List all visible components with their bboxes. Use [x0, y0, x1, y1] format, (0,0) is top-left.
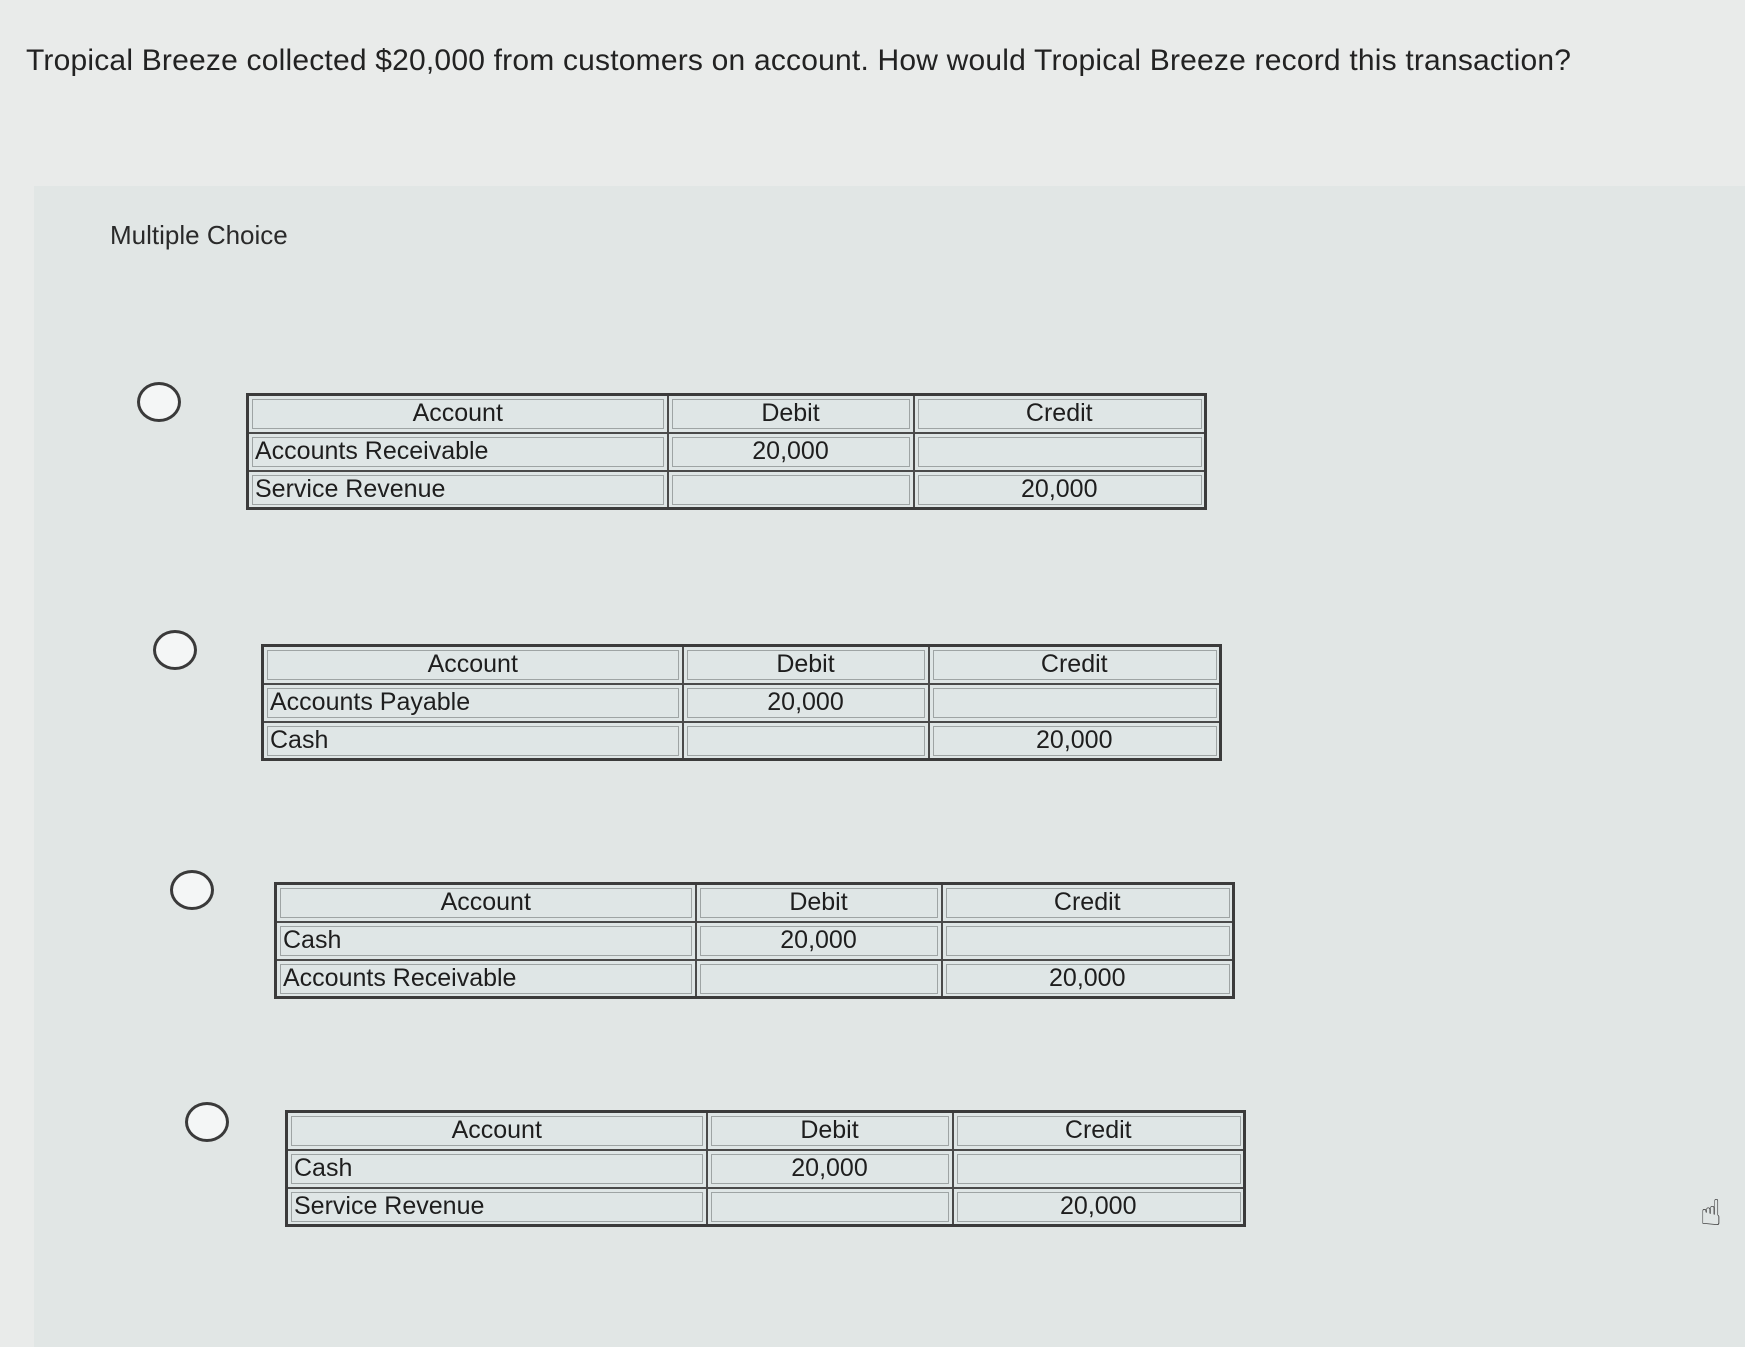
credit-header: Credit	[914, 395, 1206, 433]
option-2-journal-table[interactable]	[261, 644, 1222, 761]
option-3-radio[interactable]	[170, 870, 214, 910]
table-header-row	[276, 884, 1234, 922]
option-4-journal-table[interactable]	[285, 1110, 1246, 1227]
option-1-radio[interactable]	[137, 382, 181, 422]
credit-amount: 20,000	[914, 471, 1206, 509]
option-4-radio[interactable]	[185, 1102, 229, 1142]
account-header: Account	[287, 1112, 707, 1150]
table-row	[287, 1150, 1245, 1188]
debit-header: Debit	[683, 646, 929, 684]
table-header-row	[287, 1112, 1245, 1150]
option-1-journal-table[interactable]	[246, 393, 1207, 510]
debit-account: Cash	[276, 922, 696, 960]
table-row	[276, 960, 1234, 998]
table-row	[263, 684, 1221, 722]
debit-amount: 20,000	[707, 1150, 953, 1188]
debit-amount: 20,000	[696, 922, 942, 960]
hand-pointer-icon: ☝	[1700, 1192, 1722, 1233]
debit-header: Debit	[707, 1112, 953, 1150]
credit-amount: 20,000	[929, 722, 1221, 760]
table-row	[248, 471, 1206, 509]
debit-empty-cell	[668, 471, 914, 509]
credit-account: Cash	[263, 722, 683, 760]
debit-header: Debit	[668, 395, 914, 433]
credit-empty-cell	[914, 433, 1206, 471]
table-row	[263, 722, 1221, 760]
option-2-radio[interactable]	[153, 630, 197, 670]
debit-account: Cash	[287, 1150, 707, 1188]
option-3-journal-table[interactable]	[274, 882, 1235, 999]
debit-empty-cell	[683, 722, 929, 760]
account-header: Account	[263, 646, 683, 684]
debit-empty-cell	[696, 960, 942, 998]
table-header-row	[263, 646, 1221, 684]
table-row	[287, 1188, 1245, 1226]
credit-header: Credit	[953, 1112, 1245, 1150]
account-header: Account	[276, 884, 696, 922]
table-row	[276, 922, 1234, 960]
credit-header: Credit	[942, 884, 1234, 922]
debit-header: Debit	[696, 884, 942, 922]
multiple-choice-label: Multiple Choice	[110, 220, 288, 250]
account-header: Account	[248, 395, 668, 433]
credit-account: Service Revenue	[248, 471, 668, 509]
credit-empty-cell	[929, 684, 1221, 722]
credit-empty-cell	[942, 922, 1234, 960]
table-header-row	[248, 395, 1206, 433]
debit-account: Accounts Payable	[263, 684, 683, 722]
credit-amount: 20,000	[953, 1188, 1245, 1226]
question-text: Tropical Breeze collected $20,000 from customers on account. How would Tropical Breeze record this transaction?	[26, 44, 1572, 77]
credit-account: Service Revenue	[287, 1188, 707, 1226]
debit-amount: 20,000	[668, 433, 914, 471]
credit-account: Accounts Receivable	[276, 960, 696, 998]
debit-account: Accounts Receivable	[248, 433, 668, 471]
credit-header: Credit	[929, 646, 1221, 684]
debit-amount: 20,000	[683, 684, 929, 722]
credit-amount: 20,000	[942, 960, 1234, 998]
credit-empty-cell	[953, 1150, 1245, 1188]
table-row	[248, 433, 1206, 471]
debit-empty-cell	[707, 1188, 953, 1226]
